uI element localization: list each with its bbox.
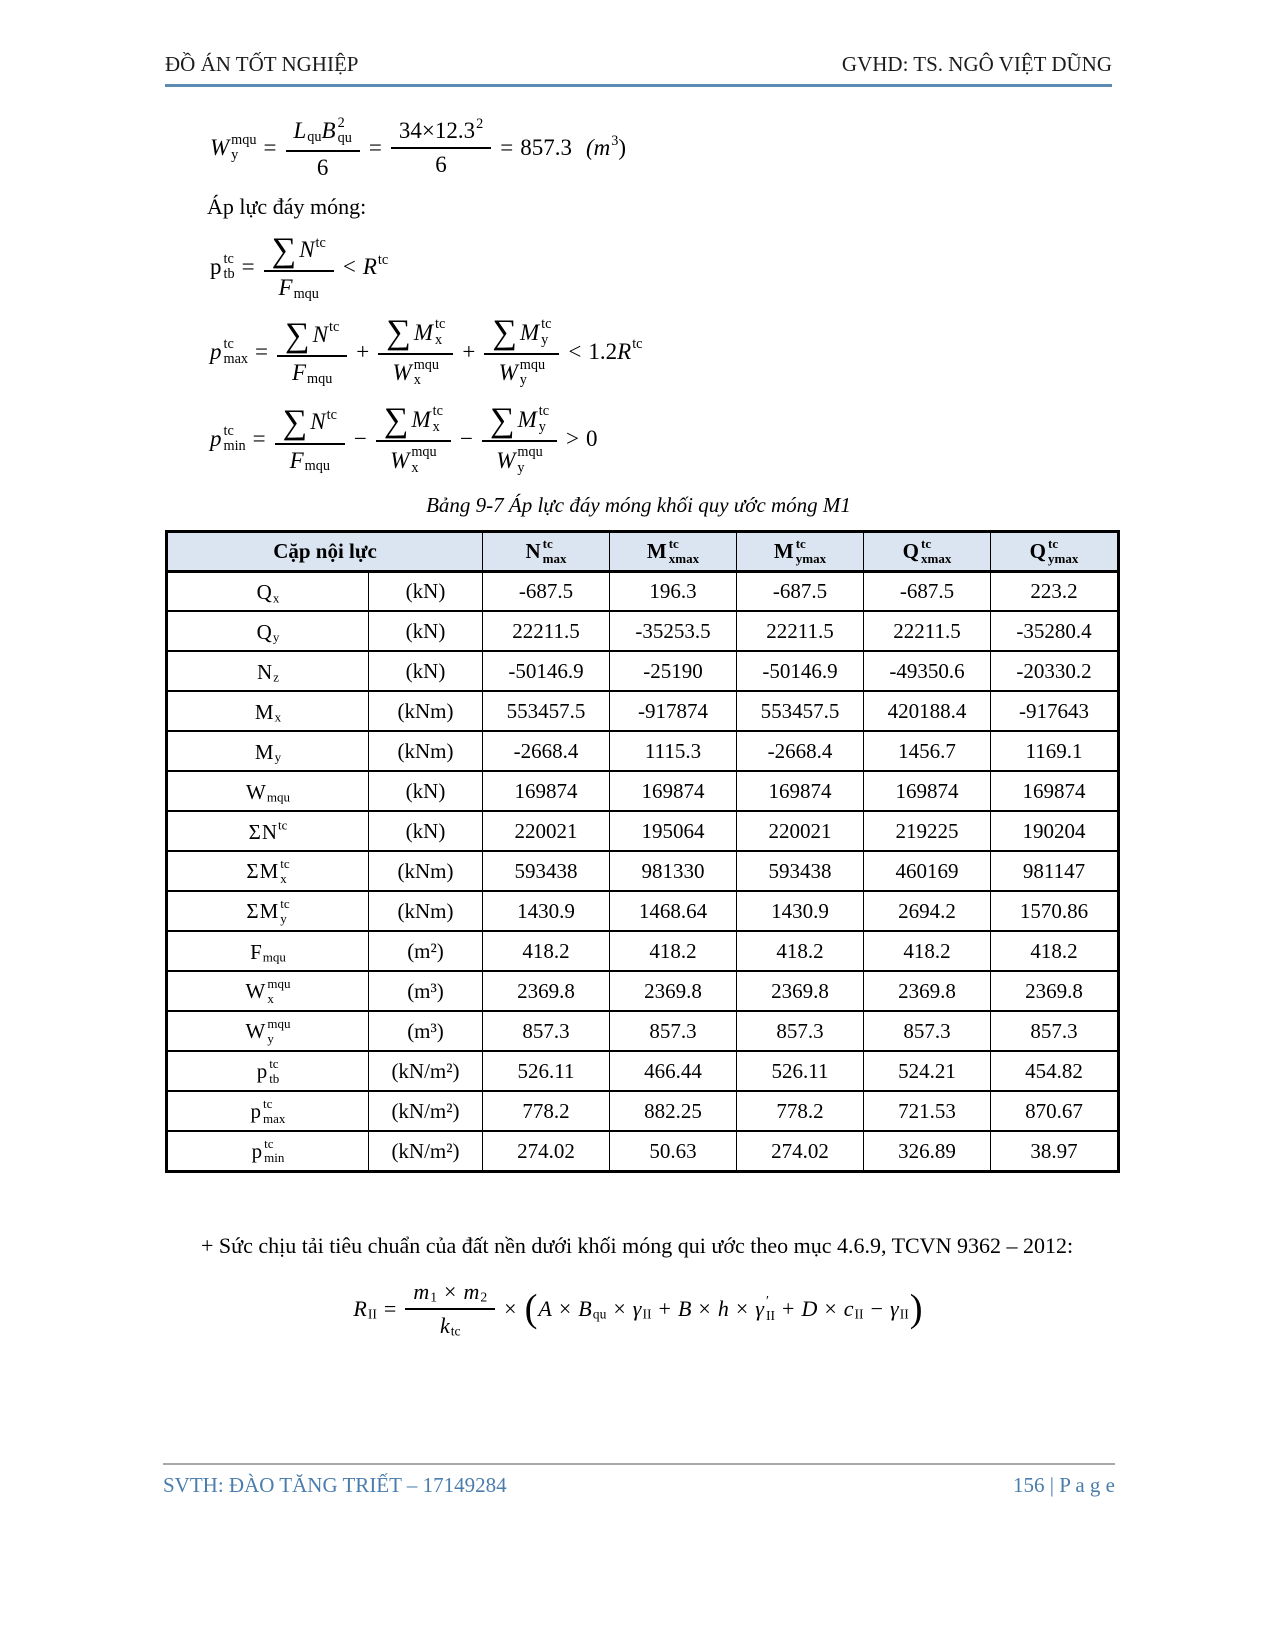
cell-value: 219225 xyxy=(864,811,991,851)
row-label: M x xyxy=(167,691,369,731)
cell-value: 857.3 xyxy=(991,1011,1119,1051)
row-label: p tc tb xyxy=(167,1051,369,1091)
cell-value: 22211.5 xyxy=(737,611,864,651)
cell-value: 2369.8 xyxy=(610,971,737,1011)
cell-value: 2369.8 xyxy=(864,971,991,1011)
row-label: p tc min xyxy=(167,1131,369,1171)
cell-value: 418.2 xyxy=(483,931,610,971)
column-header: M tc ymax xyxy=(737,531,864,571)
cell-value: 169874 xyxy=(737,771,864,811)
cell-value: 195064 xyxy=(610,811,737,851)
formula-p-max: p tc max = ∑ N tc F mqu + ∑ M tc x W mqu x + ∑ M tc y W mqu y < 1.2 R tc xyxy=(210,313,643,389)
row-unit: (kN) xyxy=(369,811,483,851)
cell-value: -25190 xyxy=(610,651,737,691)
cell-value: 526.11 xyxy=(483,1051,610,1091)
cell-value: -50146.9 xyxy=(737,651,864,691)
header-right-advisor: GVHD: TS. NGÔ VIỆT DŨNG xyxy=(841,52,1112,76)
cell-value: 274.02 xyxy=(483,1131,610,1171)
cell-value: 857.3 xyxy=(610,1011,737,1051)
cell-value: 460169 xyxy=(864,851,991,891)
formula-r-ii: R II = m 1 × m 2 k tc × ( A × B qu × γ II + B × h × γ ′ II + D × c II − γ II ) xyxy=(353,1278,923,1339)
row-unit: (m³) xyxy=(369,1011,483,1051)
row-label: F mqu xyxy=(167,931,369,971)
table-row xyxy=(167,771,1119,811)
table-caption: Bảng 9-7 Áp lực đáy móng khối quy ước móng M1 xyxy=(426,492,851,517)
cell-value: -917643 xyxy=(991,691,1119,731)
table-row xyxy=(167,971,1119,1011)
cell-value: 882.25 xyxy=(610,1091,737,1131)
footer-student-id: SVTH: ĐÀO TĂNG TRIẾT – 17149284 xyxy=(163,1473,507,1497)
formula-p-min: p tc min = ∑ N tc F mqu − ∑ M tc x W mqu x − ∑ M tc y W mqu y > 0 xyxy=(210,400,598,476)
row-label: M y xyxy=(167,731,369,771)
cell-value: -20330.2 xyxy=(991,651,1119,691)
column-header: M tc xmax xyxy=(610,531,737,571)
cell-value: 454.82 xyxy=(991,1051,1119,1091)
row-unit: (kNm) xyxy=(369,691,483,731)
cell-value: 593438 xyxy=(737,851,864,891)
cell-value: 274.02 xyxy=(737,1131,864,1171)
cell-value: 220021 xyxy=(483,811,610,851)
row-unit: (kNm) xyxy=(369,891,483,931)
row-unit: (kN) xyxy=(369,771,483,811)
cell-value: 22211.5 xyxy=(483,611,610,651)
cell-value: 38.97 xyxy=(991,1131,1119,1171)
cell-value: 196.3 xyxy=(610,571,737,611)
cell-value: -687.5 xyxy=(864,571,991,611)
cell-value: 169874 xyxy=(483,771,610,811)
row-unit: (kN/m²) xyxy=(369,1091,483,1131)
corner-header: Cặp nội lực xyxy=(167,531,483,571)
cell-value: 2369.8 xyxy=(991,971,1119,1011)
cell-value: -687.5 xyxy=(737,571,864,611)
row-label: p tc max xyxy=(167,1091,369,1131)
cell-value: -50146.9 xyxy=(483,651,610,691)
row-unit: (kN) xyxy=(369,651,483,691)
cell-value: 2369.8 xyxy=(483,971,610,1011)
row-unit: (kNm) xyxy=(369,851,483,891)
cell-value: 223.2 xyxy=(991,571,1119,611)
column-header: Q tc ymax xyxy=(991,531,1119,571)
cell-value: 22211.5 xyxy=(864,611,991,651)
cell-value: 418.2 xyxy=(991,931,1119,971)
cell-value: 870.67 xyxy=(991,1091,1119,1131)
cell-value: -35280.4 xyxy=(991,611,1119,651)
row-unit: (m³) xyxy=(369,971,483,1011)
cell-value: -49350.6 xyxy=(864,651,991,691)
cell-value: 169874 xyxy=(991,771,1119,811)
row-unit: (m²) xyxy=(369,931,483,971)
cell-value: 418.2 xyxy=(737,931,864,971)
row-label: W mqu y xyxy=(167,1011,369,1051)
column-header: Q tc xmax xyxy=(864,531,991,571)
table-row xyxy=(167,691,1119,731)
table-header-row xyxy=(167,531,1119,571)
row-label: Q y xyxy=(167,611,369,651)
cell-value: 857.3 xyxy=(864,1011,991,1051)
cell-value: 981330 xyxy=(610,851,737,891)
cell-value: 526.11 xyxy=(737,1051,864,1091)
row-label: Q x xyxy=(167,571,369,611)
cell-value: -917874 xyxy=(610,691,737,731)
paragraph-suc-chiu-tai: + Sức chịu tải tiêu chuẩn của đất nền dưới khối móng qui ước theo mục 4.6.9, TCVN 9362 – 2012: xyxy=(201,1232,1074,1258)
page-footer xyxy=(163,1463,1115,1498)
cell-value: 1456.7 xyxy=(864,731,991,771)
table-row xyxy=(167,571,1119,611)
cell-value: 981147 xyxy=(991,851,1119,891)
table-row xyxy=(167,1091,1119,1131)
cell-value: 778.2 xyxy=(483,1091,610,1131)
cell-value: 466.44 xyxy=(610,1051,737,1091)
cell-value: 553457.5 xyxy=(483,691,610,731)
table-row xyxy=(167,1051,1119,1091)
cell-value: 778.2 xyxy=(737,1091,864,1131)
cell-value: 220021 xyxy=(737,811,864,851)
column-header: N tc max xyxy=(483,531,610,571)
cell-value: 524.21 xyxy=(864,1051,991,1091)
cell-value: 1468.64 xyxy=(610,891,737,931)
table-row xyxy=(167,731,1119,771)
cell-value: -687.5 xyxy=(483,571,610,611)
cell-value: 50.63 xyxy=(610,1131,737,1171)
cell-value: 593438 xyxy=(483,851,610,891)
cell-value: 857.3 xyxy=(737,1011,864,1051)
cell-value: 1169.1 xyxy=(991,731,1119,771)
row-label: Σ M tc y xyxy=(167,891,369,931)
row-label: W mqu xyxy=(167,771,369,811)
cell-value: 1570.86 xyxy=(991,891,1119,931)
cell-value: 420188.4 xyxy=(864,691,991,731)
row-label: Σ N tc xyxy=(167,811,369,851)
text-ap-luc-day-mong: Áp lực đáy móng: xyxy=(207,193,367,219)
cell-value: 326.89 xyxy=(864,1131,991,1171)
cell-value: 418.2 xyxy=(864,931,991,971)
cell-value: -2668.4 xyxy=(483,731,610,771)
row-label: W mqu x xyxy=(167,971,369,1011)
cell-value: 2694.2 xyxy=(864,891,991,931)
cell-value: 2369.8 xyxy=(737,971,864,1011)
table-row xyxy=(167,1131,1119,1171)
cell-value: -35253.5 xyxy=(610,611,737,651)
row-unit: (kN/m²) xyxy=(369,1131,483,1171)
cell-value: 418.2 xyxy=(610,931,737,971)
table-row xyxy=(167,1011,1119,1051)
pressure-table xyxy=(165,530,1120,1173)
header-left-title: ĐỒ ÁN TỐT NGHIỆP xyxy=(165,52,359,76)
table-row xyxy=(167,931,1119,971)
row-unit: (kN) xyxy=(369,571,483,611)
row-label: Σ M tc x xyxy=(167,851,369,891)
table-row xyxy=(167,651,1119,691)
row-unit: (kNm) xyxy=(369,731,483,771)
row-unit: (kN/m²) xyxy=(369,1051,483,1091)
footer-page-number: 156 | P a g e xyxy=(1013,1473,1115,1497)
row-unit: (kN) xyxy=(369,611,483,651)
cell-value: 190204 xyxy=(991,811,1119,851)
cell-value: 553457.5 xyxy=(737,691,864,731)
cell-value: -2668.4 xyxy=(737,731,864,771)
formula-p-tb: p tc tb = ∑ N tc F mqu < R tc xyxy=(210,230,389,302)
page-header xyxy=(165,52,1112,87)
cell-value: 721.53 xyxy=(864,1091,991,1131)
table-row xyxy=(167,851,1119,891)
table-row xyxy=(167,611,1119,651)
cell-value: 1430.9 xyxy=(483,891,610,931)
cell-value: 1115.3 xyxy=(610,731,737,771)
cell-value: 1430.9 xyxy=(737,891,864,931)
table-row xyxy=(167,811,1119,851)
row-label: N z xyxy=(167,651,369,691)
cell-value: 169874 xyxy=(610,771,737,811)
cell-value: 169874 xyxy=(864,771,991,811)
formula-wy-mqu: W mqu y = L qu B 2 qu 6 = 34×12.3 2 6 = 857.3 (m 3 ) xyxy=(210,115,627,180)
table-body xyxy=(167,571,1119,1171)
cell-value: 857.3 xyxy=(483,1011,610,1051)
table-row xyxy=(167,891,1119,931)
